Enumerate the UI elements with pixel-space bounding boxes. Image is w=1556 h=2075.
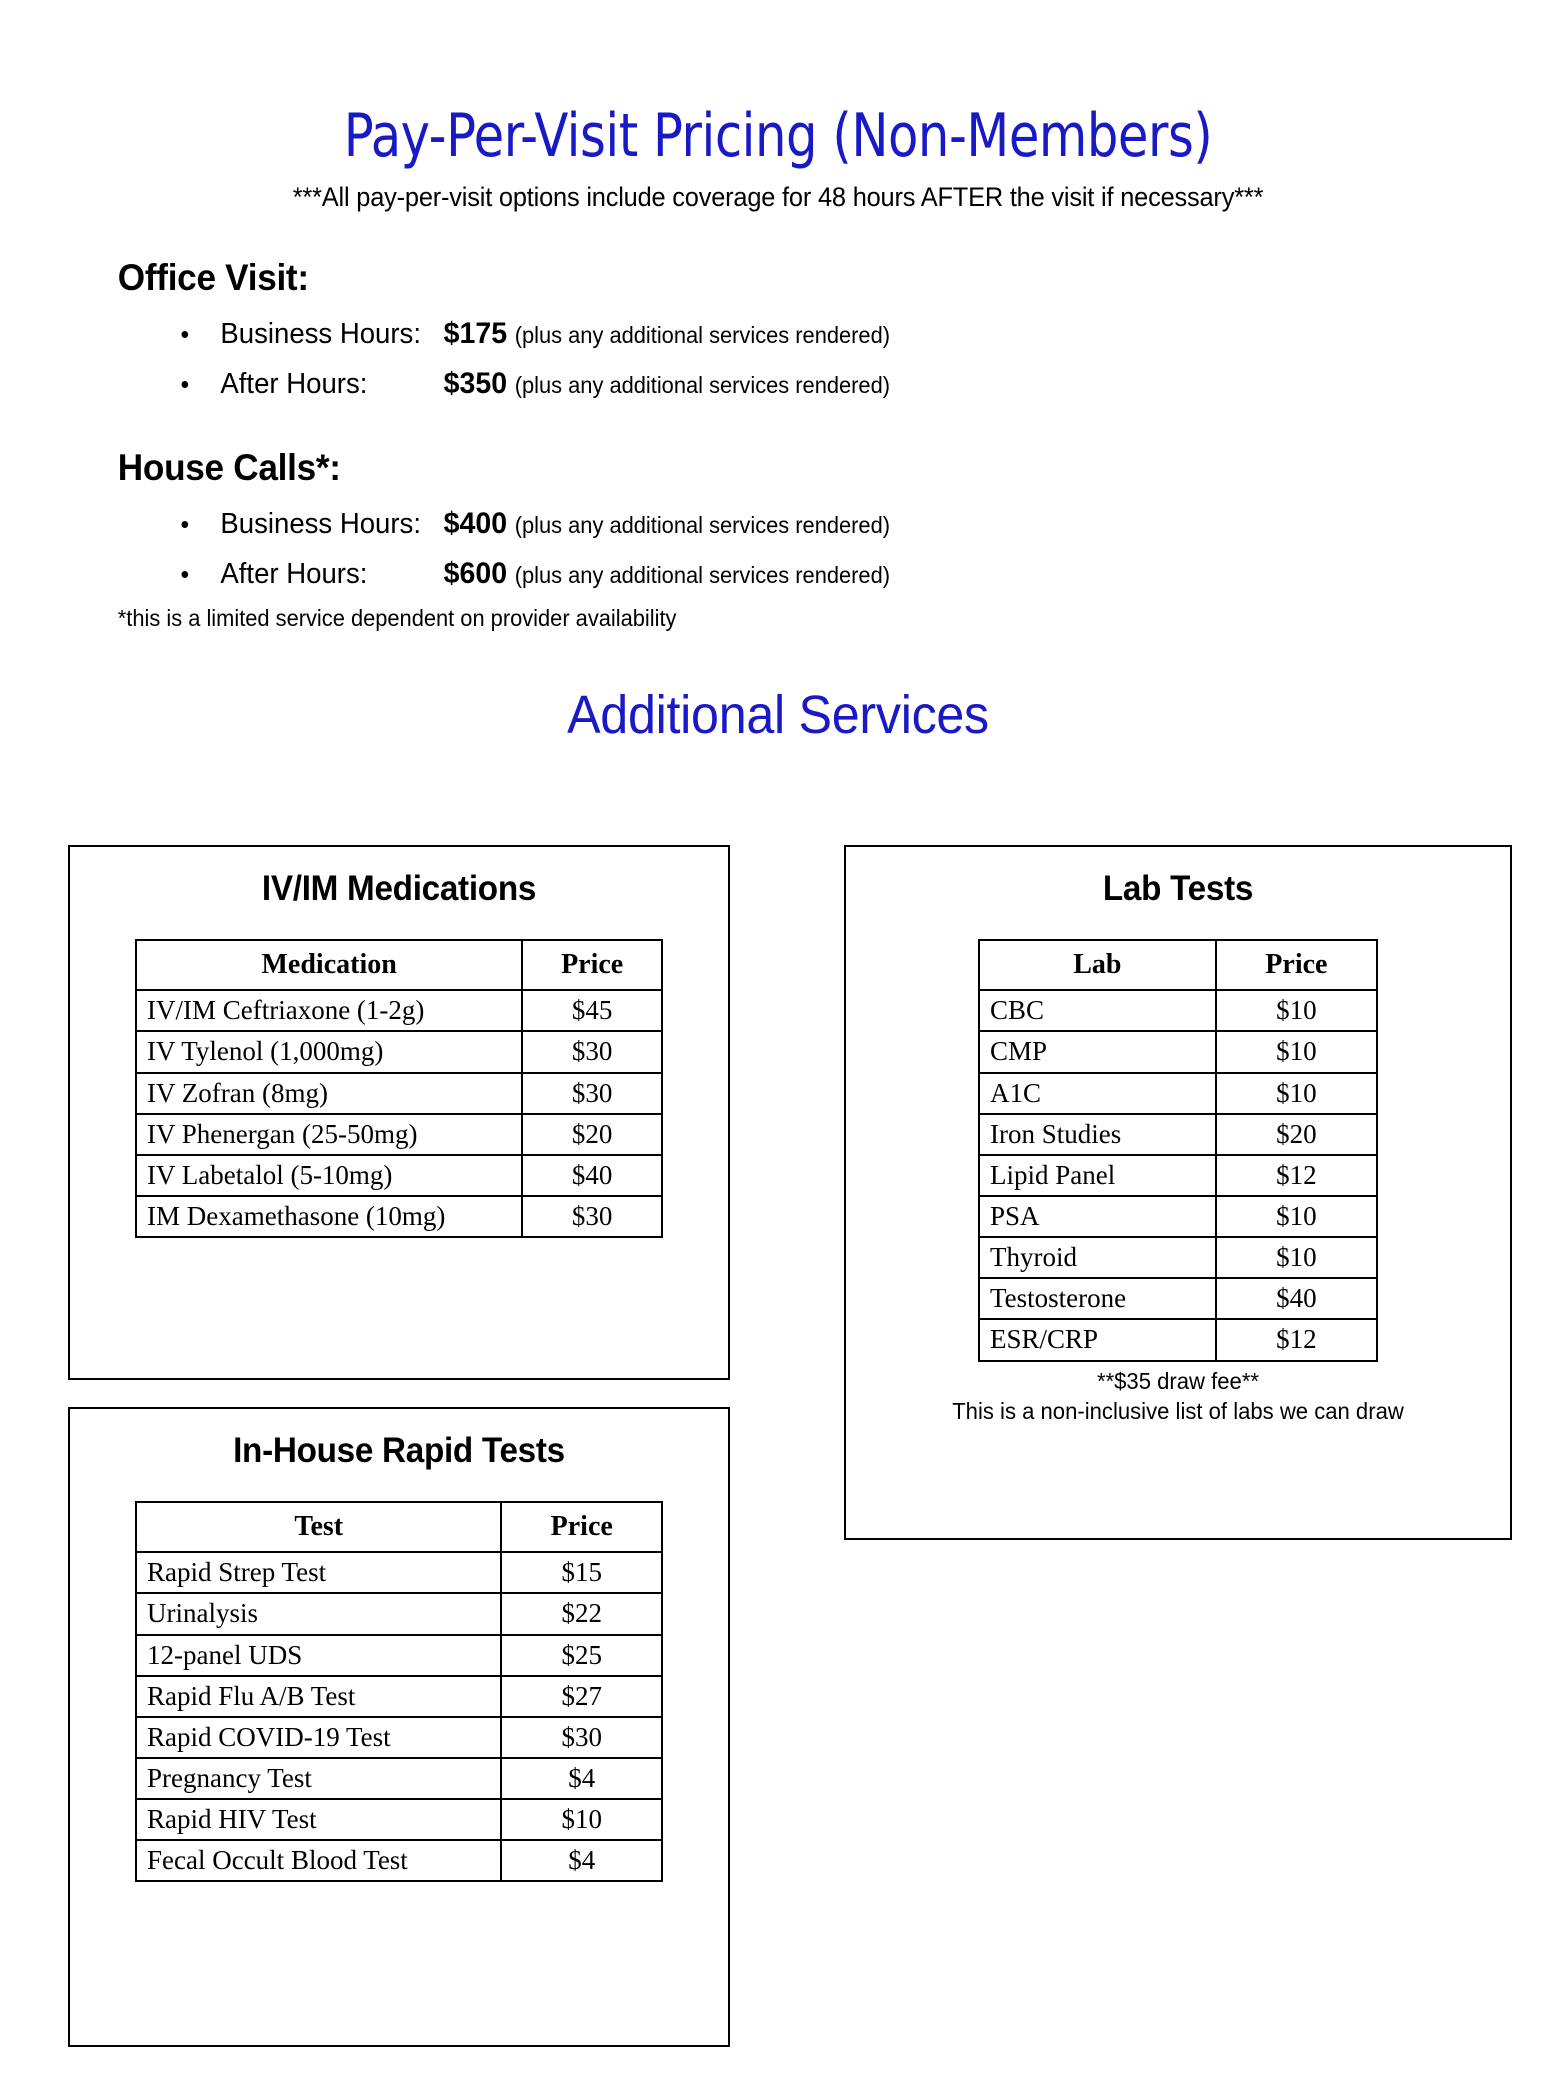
test-name: Urinalysis <box>136 1593 501 1634</box>
price-amount: $400 <box>443 507 508 540</box>
page-title: Pay-Per-Visit Pricing (Non-Members) <box>343 101 1213 171</box>
list-item <box>0 559 1478 589</box>
price-note: (plus any additional services rendered) <box>514 372 891 398</box>
table-header-row <box>136 1502 662 1552</box>
lab-price: $10 <box>1216 1031 1377 1072</box>
test-name: 12-panel UDS <box>136 1635 501 1676</box>
list-item <box>0 509 1478 539</box>
medication-name: IV/IM Ceftriaxone (1-2g) <box>136 990 522 1031</box>
price-label: Business Hours: <box>220 508 421 540</box>
medication-name: IV Phenergan (25-50mg) <box>136 1114 522 1155</box>
test-price: $10 <box>501 1799 662 1840</box>
lab-tests-title: Lab Tests <box>1102 869 1254 908</box>
lab-price: $10 <box>1216 1196 1377 1237</box>
test-price: $22 <box>501 1593 662 1634</box>
test-name: Rapid HIV Test <box>136 1799 501 1840</box>
price-label: After Hours: <box>220 368 368 400</box>
price-label: After Hours: <box>220 558 368 590</box>
column-header-lab: Lab <box>979 940 1216 990</box>
test-name: Rapid Strep Test <box>136 1552 501 1593</box>
price-note: (plus any additional services rendered) <box>514 562 891 588</box>
office-visit-price-list <box>0 319 1556 399</box>
test-price: $27 <box>501 1676 662 1717</box>
table-row <box>136 1840 662 1881</box>
medication-price: $30 <box>522 1031 662 1072</box>
lab-price: $10 <box>1216 990 1377 1031</box>
section-heading-house-calls: House Calls*: <box>117 447 341 488</box>
medication-name: IV Zofran (8mg) <box>136 1073 522 1114</box>
table-row <box>136 1155 662 1196</box>
lab-name: Lipid Panel <box>979 1155 1216 1196</box>
medication-price: $20 <box>522 1114 662 1155</box>
iv-im-medications-box <box>68 845 730 1380</box>
house-calls-footnote: *this is a limited service dependent on provider availability <box>117 605 677 631</box>
lab-price: $12 <box>1216 1319 1377 1360</box>
additional-services-heading: Additional Services <box>567 685 989 745</box>
price-amount: $175 <box>443 317 508 350</box>
medication-price: $40 <box>522 1155 662 1196</box>
medication-name: IM Dexamethasone (10mg) <box>136 1196 522 1237</box>
price-amount: $600 <box>443 557 508 590</box>
column-header-price: Price <box>501 1502 662 1552</box>
table-row <box>136 1031 662 1072</box>
bullet-icon: • <box>180 559 190 589</box>
table-row <box>136 1635 662 1676</box>
table-row <box>136 1114 662 1155</box>
medication-name: IV Tylenol (1,000mg) <box>136 1031 522 1072</box>
price-amount: $350 <box>443 367 508 400</box>
iv-im-medications-table <box>135 939 663 1238</box>
table-row <box>979 1278 1377 1319</box>
lab-price: $20 <box>1216 1114 1377 1155</box>
in-house-rapid-tests-box <box>68 1407 730 2047</box>
table-row <box>136 1196 662 1237</box>
lab-name: CBC <box>979 990 1216 1031</box>
bullet-icon: • <box>180 369 190 399</box>
table-header-row <box>136 940 662 990</box>
test-name: Rapid COVID-19 Test <box>136 1717 501 1758</box>
column-header-price: Price <box>522 940 662 990</box>
lab-name: Testosterone <box>979 1278 1216 1319</box>
table-row <box>979 1319 1377 1360</box>
bullet-icon: • <box>180 509 190 539</box>
medication-price: $45 <box>522 990 662 1031</box>
test-name: Pregnancy Test <box>136 1758 501 1799</box>
table-row <box>979 990 1377 1031</box>
table-row <box>136 1717 662 1758</box>
table-row <box>136 1593 662 1634</box>
page-subtitle: ***All pay-per-visit options include coverage for 48 hours AFTER the visit if necessary*** <box>292 182 1264 212</box>
lab-name: CMP <box>979 1031 1216 1072</box>
lab-tests-notes <box>846 1368 1510 1425</box>
price-note: (plus any additional services rendered) <box>514 322 891 348</box>
column-header-medication: Medication <box>136 940 522 990</box>
lab-name: Thyroid <box>979 1237 1216 1278</box>
table-row <box>136 1758 662 1799</box>
test-price: $25 <box>501 1635 662 1676</box>
medication-price: $30 <box>522 1196 662 1237</box>
table-row <box>136 1676 662 1717</box>
in-house-rapid-tests-title: In-House Rapid Tests <box>233 1431 565 1470</box>
list-item <box>0 369 1478 399</box>
lab-name: PSA <box>979 1196 1216 1237</box>
medication-price: $30 <box>522 1073 662 1114</box>
test-price: $4 <box>501 1758 662 1799</box>
lab-tests-box <box>844 845 1512 1540</box>
column-header-test: Test <box>136 1502 501 1552</box>
lab-price: $40 <box>1216 1278 1377 1319</box>
test-price: $30 <box>501 1717 662 1758</box>
list-item <box>0 319 1478 349</box>
table-row <box>136 1552 662 1593</box>
in-house-rapid-tests-table <box>135 1501 663 1882</box>
lab-name: A1C <box>979 1073 1216 1114</box>
lab-name: Iron Studies <box>979 1114 1216 1155</box>
price-note: (plus any additional services rendered) <box>514 512 891 538</box>
lab-non-inclusive-note: This is a non-inclusive list of labs we can draw <box>952 1397 1404 1424</box>
table-row <box>136 990 662 1031</box>
lab-price: $10 <box>1216 1237 1377 1278</box>
test-name: Rapid Flu A/B Test <box>136 1676 501 1717</box>
table-row <box>979 1237 1377 1278</box>
test-price: $15 <box>501 1552 662 1593</box>
lab-price: $10 <box>1216 1073 1377 1114</box>
iv-im-medications-title: IV/IM Medications <box>261 869 537 908</box>
table-header-row <box>979 940 1377 990</box>
house-calls-price-list <box>0 509 1556 589</box>
test-price: $4 <box>501 1840 662 1881</box>
table-row <box>979 1196 1377 1237</box>
medication-name: IV Labetalol (5-10mg) <box>136 1155 522 1196</box>
column-header-price: Price <box>1216 940 1377 990</box>
lab-name: ESR/CRP <box>979 1319 1216 1360</box>
bullet-icon: • <box>180 319 190 349</box>
lab-tests-table <box>978 939 1378 1362</box>
table-row <box>979 1073 1377 1114</box>
table-row <box>979 1031 1377 1072</box>
table-row <box>136 1073 662 1114</box>
table-row <box>136 1799 662 1840</box>
table-row <box>979 1155 1377 1196</box>
table-row <box>979 1114 1377 1155</box>
section-heading-office-visit: Office Visit: <box>117 257 309 298</box>
test-name: Fecal Occult Blood Test <box>136 1840 501 1881</box>
lab-draw-fee-note: **$35 draw fee** <box>1096 1367 1260 1394</box>
price-label: Business Hours: <box>220 318 421 350</box>
lab-price: $12 <box>1216 1155 1377 1196</box>
